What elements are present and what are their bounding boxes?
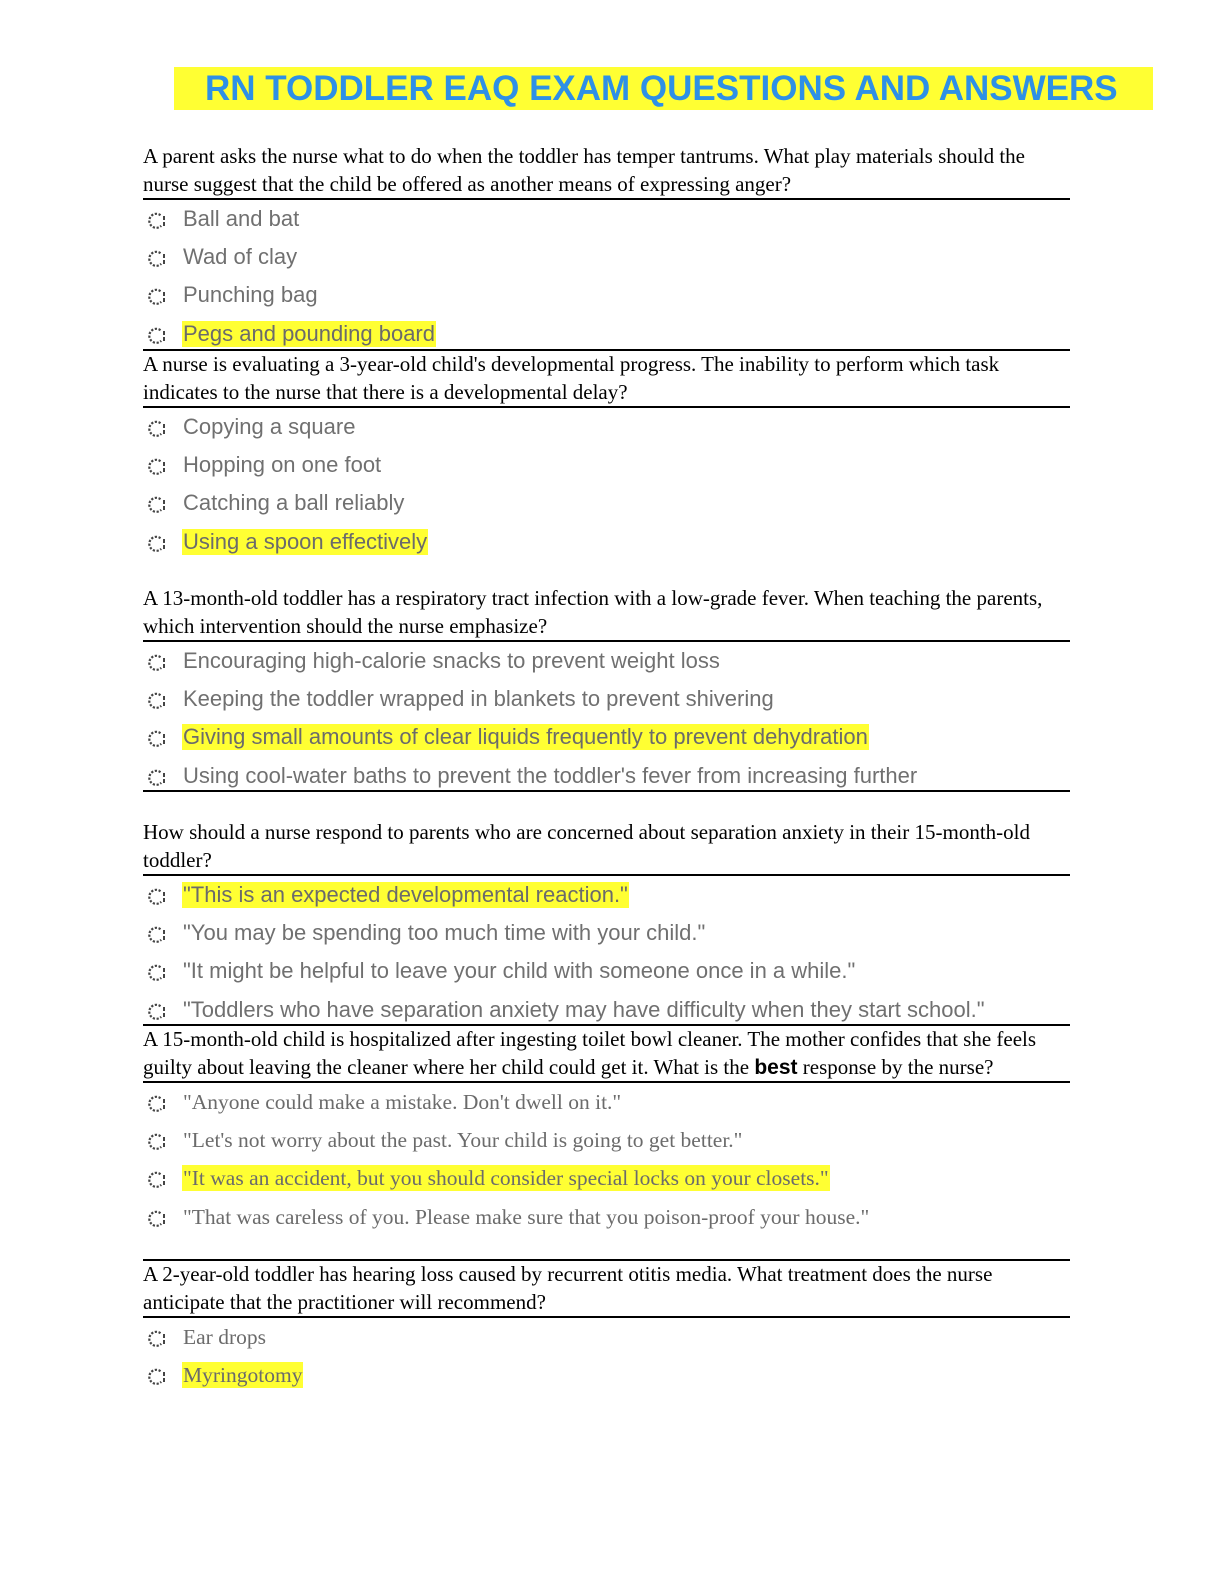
radio-button-icon[interactable] (145, 456, 167, 478)
radio-button-icon[interactable] (145, 886, 167, 908)
answer-option-label: Encouraging high-calorie snacks to prevent weight loss (183, 648, 720, 674)
answer-option-correct[interactable] (143, 315, 1070, 353)
answer-option-label: "Anyone could make a mistake. Don't dwell on it." (183, 1090, 622, 1115)
question-text: A parent asks the nurse what to do when the toddler has temper tantrums. What play materials should the nurse suggest that the child be offered as another means of expressing anger? (143, 143, 1070, 200)
radio-button-icon[interactable] (145, 210, 167, 232)
question-block-1 (143, 143, 1070, 353)
answer-option-label: Keeping the toddler wrapped in blankets to prevent shivering (183, 686, 774, 712)
answer-option[interactable] (143, 446, 1070, 484)
answer-option-correct[interactable] (143, 876, 1070, 914)
answer-option-label: "You may be spending too much time with your child." (183, 920, 706, 946)
options-list (143, 200, 1070, 353)
answer-option-label-highlighted: Using a spoon effectively (183, 528, 428, 554)
question-text-part: response by the nurse? (797, 1054, 994, 1079)
question-text: A 2-year-old toddler has hearing loss caused by recurrent otitis media. What treatment does the nurse anticipate that the practitioner will recommend? (143, 1261, 1070, 1318)
radio-button-icon[interactable] (145, 1328, 167, 1350)
answer-option-label: Ear drops (183, 1325, 266, 1350)
radio-button-icon[interactable] (145, 1131, 167, 1153)
radio-button-icon[interactable] (145, 248, 167, 270)
page-title: RN TODDLER EAQ EXAM QUESTIONS AND ANSWERS (174, 67, 1153, 110)
answer-option[interactable] (143, 276, 1070, 314)
answer-option-label: Punching bag (183, 282, 318, 308)
question-emphasis: best (754, 1055, 798, 1079)
question-block-2 (143, 351, 1070, 561)
answer-option-label: Ball and bat (183, 206, 300, 232)
answer-option-label-highlighted: Giving small amounts of clear liquids frequently to prevent dehydration (183, 724, 868, 750)
answer-option-label-highlighted: "This is an expected developmental reaction." (183, 882, 628, 908)
answer-option[interactable] (143, 1083, 1070, 1121)
answer-option[interactable] (143, 952, 1070, 990)
answer-option[interactable] (143, 1198, 1070, 1236)
answer-option-label-highlighted: Myringotomy (183, 1363, 303, 1388)
answer-option[interactable] (143, 642, 1070, 680)
answer-option-label: "Let's not worry about the past. Your child is going to get better." (183, 1128, 743, 1153)
answer-option-label: Copying a square (183, 414, 356, 440)
question-block-6 (143, 1261, 1070, 1394)
question-block-3 (143, 585, 1070, 795)
radio-button-icon[interactable] (145, 962, 167, 984)
answer-option-label: "It might be helpful to leave your child with someone once in a while." (183, 958, 856, 984)
radio-button-icon[interactable] (145, 690, 167, 712)
answer-option[interactable] (143, 408, 1070, 446)
radio-button-icon[interactable] (145, 1169, 167, 1191)
radio-button-icon[interactable] (145, 1001, 167, 1023)
question-text: How should a nurse respond to parents who are concerned about separation anxiety in their 15-month-old toddler? (143, 819, 1070, 876)
radio-button-icon[interactable] (145, 1366, 167, 1388)
answer-option-label-highlighted: Pegs and pounding board (183, 320, 435, 346)
question-text: A 13-month-old toddler has a respiratory tract infection with a low-grade fever. When teaching the parents, which intervention should the nurse emphasize? (143, 585, 1070, 642)
answer-option-label: "That was careless of you. Please make sure that you poison-proof your house." (183, 1204, 870, 1229)
answer-option-correct[interactable] (143, 1159, 1070, 1197)
answer-option[interactable] (143, 680, 1070, 718)
question-block-4 (143, 819, 1070, 1029)
question-text-part: A 15-month-old child is hospitalized after ingesting toilet bowl cleaner. The mother confides that she feels guilty about leaving the cleaner where her child could get it. What is the (143, 1027, 1037, 1079)
radio-button-icon[interactable] (145, 767, 167, 789)
options-list (143, 642, 1070, 795)
answer-option[interactable] (143, 238, 1070, 276)
radio-button-icon[interactable] (145, 533, 167, 555)
options-list (143, 1083, 1070, 1236)
answer-option-correct[interactable] (143, 523, 1070, 561)
answer-option-label-highlighted: "It was an accident, but you should consider special locks on your closets." (183, 1166, 829, 1191)
answer-option-label: Hopping on one foot (183, 452, 382, 478)
answer-option-label: Wad of clay (183, 244, 298, 270)
radio-button-icon[interactable] (145, 286, 167, 308)
radio-button-icon[interactable] (145, 494, 167, 516)
answer-option[interactable] (143, 914, 1070, 952)
answer-option-label: Using cool-water baths to prevent the toddler's fever from increasing further (183, 762, 918, 788)
answer-option-label: "Toddlers who have separation anxiety may have difficulty when they start school." (183, 996, 985, 1022)
radio-button-icon[interactable] (145, 325, 167, 347)
options-list (143, 876, 1070, 1029)
radio-button-icon[interactable] (145, 728, 167, 750)
question-text (143, 1026, 1070, 1083)
answer-option-correct[interactable] (143, 718, 1070, 756)
radio-button-icon[interactable] (145, 418, 167, 440)
options-list (143, 1318, 1070, 1394)
divider (143, 790, 1070, 792)
answer-option[interactable] (143, 484, 1070, 522)
answer-option[interactable] (143, 200, 1070, 238)
radio-button-icon[interactable] (145, 1093, 167, 1115)
answer-option-label: Catching a ball reliably (183, 490, 405, 516)
answer-option[interactable] (143, 1121, 1070, 1159)
answer-option-correct[interactable] (143, 1356, 1070, 1394)
options-list (143, 408, 1070, 561)
question-block-5 (143, 1026, 1070, 1236)
question-text: A nurse is evaluating a 3-year-old child's developmental progress. The inability to perform which task indicates to the nurse that there is a developmental delay? (143, 351, 1070, 408)
answer-option[interactable] (143, 1318, 1070, 1356)
radio-button-icon[interactable] (145, 1208, 167, 1230)
radio-button-icon[interactable] (145, 652, 167, 674)
radio-button-icon[interactable] (145, 924, 167, 946)
